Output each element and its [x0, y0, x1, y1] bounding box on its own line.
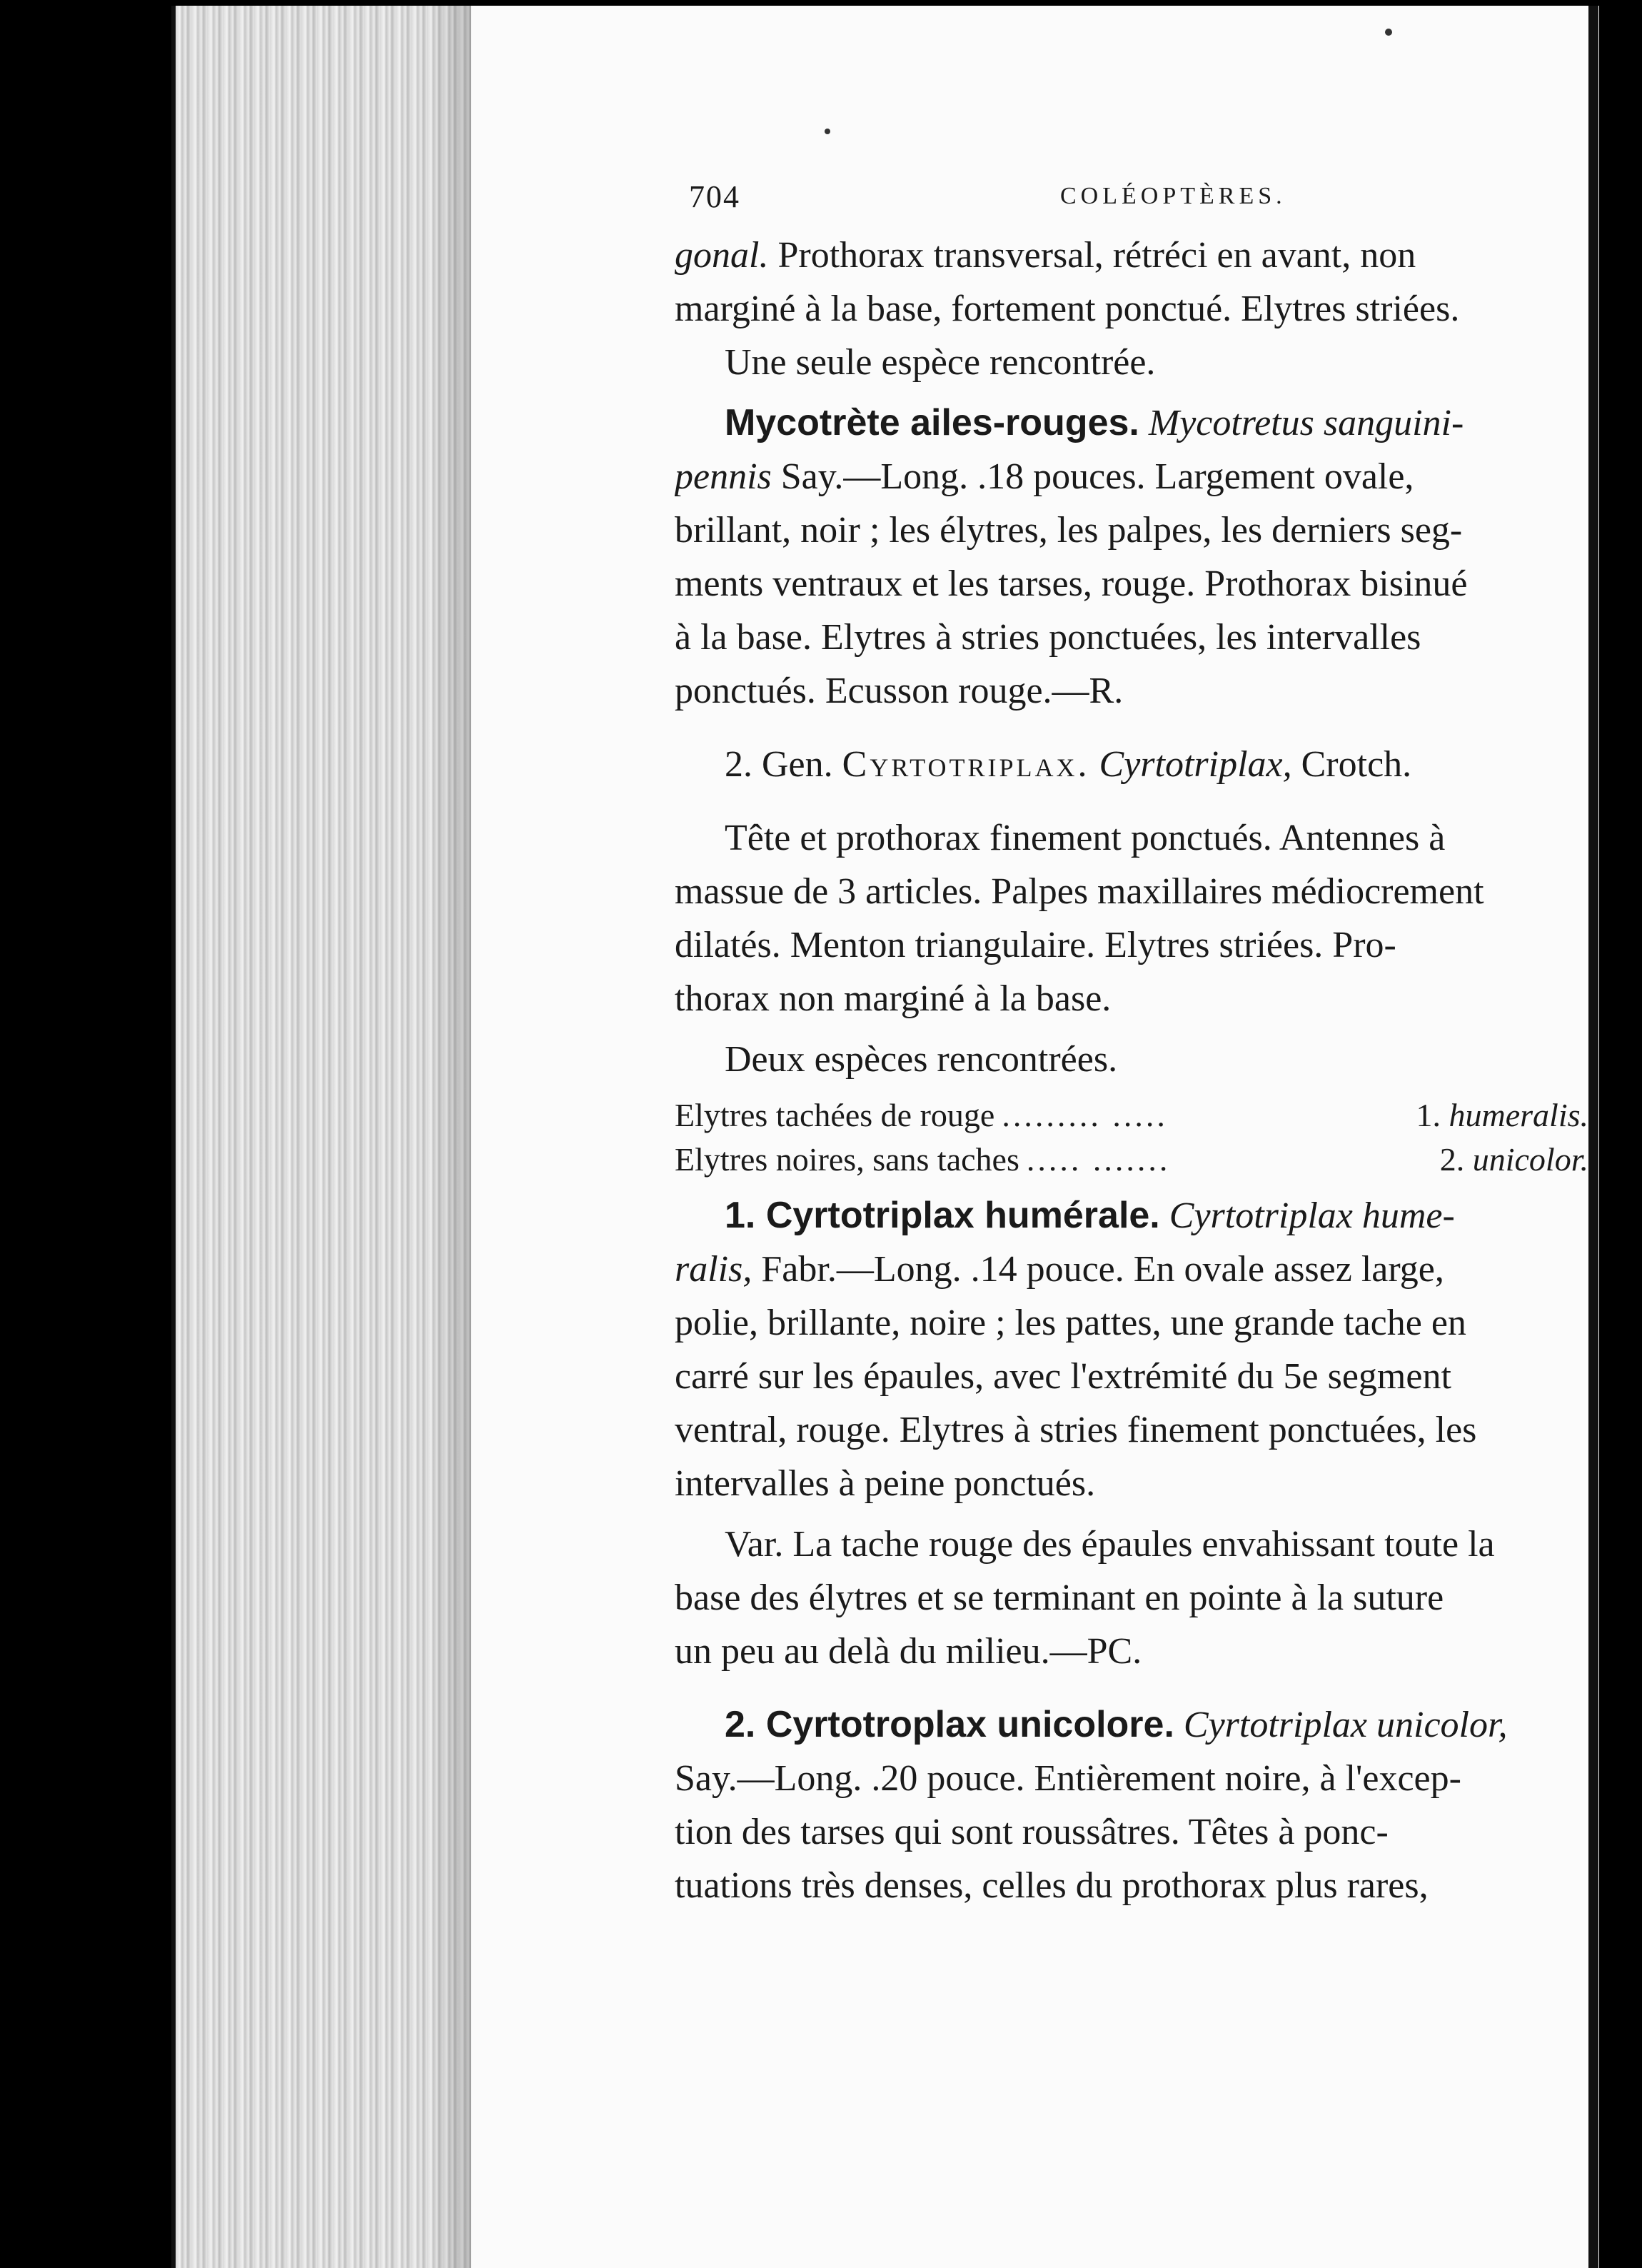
text-line: un peu au delà du milieu.—PC. — [675, 1631, 1142, 1672]
running-head: COLÉOPTÈRES. — [1060, 183, 1286, 209]
key-line: Elytres tachées de rouge ......... ..... 1. humeralis. — [675, 1097, 1588, 1133]
text-line: dilatés. Menton triangulaire. Elytres striées. Pro- — [675, 925, 1396, 965]
text-line: thorax non marginé à la base. — [675, 978, 1112, 1019]
text-line: polie, brillante, noire ; les pattes, une grande tache en — [675, 1303, 1466, 1343]
key-line: Elytres noires, sans taches ..... ....... 2. unicolor. — [675, 1141, 1588, 1178]
page-number: 704 — [689, 179, 740, 214]
genus-heading: 2. Gen. Cyrtotriplax. Cyrtotriplax, Crotch. — [725, 744, 1412, 785]
text-line: brillant, noir ; les élytres, les palpes, les derniers seg- — [675, 510, 1463, 551]
page-header — [675, 179, 1588, 221]
text-line: Une seule espèce rencontrée. — [725, 342, 1156, 383]
text-line: ventral, rouge. Elytres à stries finement ponctuées, les — [675, 1410, 1477, 1450]
text-line: base des élytres et se terminant en pointe à la suture — [675, 1577, 1444, 1618]
text-line: Say.—Long. .20 pouce. Entièrement noire, à l'excep- — [675, 1758, 1461, 1799]
species-heading: 2. Cyrtotroplax unicolore. Cyrtotriplax unicolor, — [725, 1704, 1508, 1745]
text-line: pennis Say.—Long. .18 pouces. Largement ovale, — [675, 456, 1414, 497]
text-line: ralis, Fabr.—Long. .14 pouce. En ovale assez large, — [675, 1249, 1444, 1290]
text-line: ponctués. Ecusson rouge.—R. — [675, 671, 1124, 711]
text-line: massue de 3 articles. Palpes maxillaires médiocrement — [675, 871, 1484, 912]
species-heading: Mycotrète ailes-rouges. Mycotretus sanguini- — [725, 402, 1464, 443]
text-line: ments ventraux et les tarses, rouge. Prothorax bisinué — [675, 563, 1468, 604]
text-line: carré sur les épaules, avec l'extrémité du 5e segment — [675, 1356, 1451, 1397]
text-line: gonal. Prothorax transversal, rétréci en avant, non — [675, 235, 1416, 276]
text-line: marginé à la base, fortement ponctué. Elytres striées. — [675, 288, 1460, 329]
text-line: Tête et prothorax finement ponctués. Antennes à — [725, 818, 1446, 858]
species-heading: 1. Cyrtotriplax humérale. Cyrtotriplax hume- — [725, 1195, 1455, 1236]
speck — [1385, 29, 1392, 36]
text-line: Var. La tache rouge des épaules envahissant toute la — [725, 1524, 1495, 1565]
text-line: Deux espèces rencontrées. — [725, 1039, 1118, 1080]
text-line: tuations très denses, celles du prothorax plus rares, — [675, 1865, 1429, 1906]
text-line: tion des tarses qui sont roussâtres. Têtes à ponc- — [675, 1812, 1389, 1852]
text-line: à la base. Elytres à stries ponctuées, les intervalles — [675, 617, 1421, 658]
speck — [825, 129, 830, 134]
text-line: intervalles à peine ponctués. — [675, 1463, 1096, 1504]
page-right-edge — [1588, 6, 1598, 2268]
page-content — [675, 179, 1588, 1912]
gutter-shadow — [428, 6, 471, 2268]
